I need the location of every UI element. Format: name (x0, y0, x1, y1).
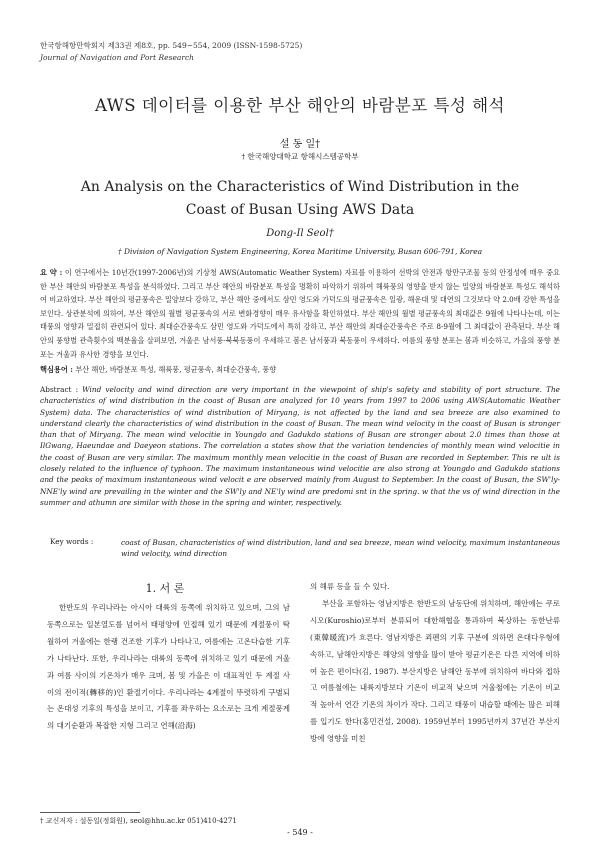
abstract-en-text: Wind velocity and wind direction are very important in the viewpoint of ship's safety and stability of port structure. The characteristics of wind distribution in the coast of Busan are analyzed for 10 years from 1997 to 2006 using AWS(Automatic Weather System) data. The characteristics of wind distribution of Miryang, is not affected by the land and sea breeze are also examined to understand clearly the characteristics of wind distribution in the coast of Busan. The mean wind velocity in the coast of Busan is stronger than that of Miryang. The mean wind velocitie in Youngdo and Gadukdo stations of Busan are stronger about 2.0 times than those at IlGwang, Haeundae and Daeyeon stations. The correlation a states show that the variation tendencies of monthly mean wind velocitie in the coast of Busan are very similar. The maximum monthly mean velocitie in the coast of Busan are recorded in September. This re ult is closely related to the influence of typhoon. The maximum instantaneous wind velocitie are also strong at Youngdo and Gadukdo stations and the peaks of maximum instantaneous wind velocit e are observed mainly from August to September. In the coast of Busan, the SW'ly-NNE'ly wind are prevailing in the winter and the SW'ly and NE'ly wind are predomi snt in the spring. w that the vs of wind direction in the summer and athumn are similar with those in the spring and winter, respectively. (40, 385, 560, 507)
journal-header (40, 40, 302, 64)
keywords-en-text: coast of Busan, characteristics of wind distribution, land and sea breeze, mean wind velocity, maximum instantaneous wind velocity, wind direction (121, 538, 560, 559)
body-paragraph: 부산을 포함하는 영남지방은 한반도의 남동단에 위치하며, 해안에는 쿠로시오(Kuroshio)로부터 분류되어 대한해협을 통과하여 북상하는 동한난류(東韓暖流)가 흐른다. 영남지방은 쾨펜의 기후 구분에 의하면 온대다우형에 속하고, 남해안지방은 해양의 영향을 많이 받아 평균기온은 다른 지역에 비하여 높은 편이다(김, 1987). 부산지방은 남해안 동부에 위치하여 바다와 접하고 여름철에는 내륙지방보다 기온이 비교적 낮으며 겨울철에는 기온이 비교적 높아서 연간 기온의 차이가 작다. 그리고 태풍이 내습할 때에는 많은 피해를 입기도 한다(홍민건설, 2008). 1959년부터 1995년까지 37년간 부산지방에 영향을 미친 (310, 598, 560, 744)
author-ko: 설 동 일† (279, 139, 321, 150)
keywords-ko (40, 364, 560, 376)
paper-title-ko: AWS 데이터를 이용한 부산 해안의 바람분포 특성 해석 (94, 96, 505, 115)
paper-title-en: An Analysis on the Characteristics of Wind Distribution in the Coast of Busan Using AWS Data (80, 179, 520, 218)
keywords-en-label: Key words : (50, 537, 94, 546)
abstract-en (40, 384, 560, 508)
keywords-ko-text: 부산 해안, 바람분포 특성, 해륙풍, 평균풍속, 최대순간풍속, 풍향 (75, 365, 277, 374)
affiliation-ko: † 한국해양대학교 항해시스템공학부 (241, 152, 359, 161)
keywords-ko-label: 핵심용어 : (40, 365, 73, 374)
journal-header-ko: 한국항해항만학회지 제33권 제8호, pp. 549~554, 2009 (ISSN-1598-5725) (40, 41, 303, 50)
abstract-en-label: Abstract : (40, 385, 79, 394)
page-number: - 549 - (287, 828, 313, 837)
body-column-left (47, 600, 290, 735)
body-paragraph: 한반도의 우리나라는 아시아 대륙의 동쪽에 위치하고 있으며, 그의 남동쪽으로는 일본열도를 넘어서 태평양에 인접해 있기 때문에 계절풍이 탁월하여 겨울에는 한랭 건조한 기후가 나타나고, 여름에는 고온다습한 기후가 나타난다. 또한, 우리나라는 대륙의 동쪽에 위치하고 있기 때문에 겨울과 여름 사이의 기온차가 매우 크며, 봄 및 가을은 이 대표적인 두 계절 사이의 전이적(轉移的)인 환절기이다. 우리나라는 4계절이 뚜렷하게 구별되는 온대성 기후의 특성을 보이고, 기후를 좌우하는 요소로는 크게 계절풍계의 대기순환과 복잡한 지형 그리고 연해(沿海) (47, 603, 290, 731)
section-title: 1. 서 론 (145, 582, 185, 595)
footnote-rule (40, 812, 140, 813)
abstract-ko-text: 이 연구에서는 10년간(1997-2006년)의 기상청 AWS(Automatic Weather System) 자료를 이용하여 선박의 안전과 항만구조물 등의 안정성에 매우 중요한 부산 해안의 바람분포 특성을 분석하였다. 그리고 부산 해안의 바람분포 특성을 명확히 파악하기 위하여 해륙풍의 영향을 받지 않는 밀양의 바람분포 특성도 해석하여 비교하였다. 부산 해안의 평균풍속은 밀양보다 강하고, 부산 해안 중에서도 삼민 영도와 가덕도의 평균풍속은 일광, 해운대 및 대연의 그것보다 약 2.0배 강한 특성을 보인다. 상관분석에 의하여, 부산 해안의 월별 평균풍속의 서로 변화경향이 매우 유사함을 확인하였다. 부산 해안의 월별 평균풍속의 최대값은 9월에 나타나는데, 이는 태풍의 영향과 밀접히 관련되어 있다. 최대순간풍속도 삼민 영도와 가덕도에서 특히 강하고, 부산 해안의 최대순간풍속은 주로 8-9월에 그 최대값이 관측된다. 부산 해안의 풍향별 관측횟수의 백분율을 살펴보면, 겨울은 남서풍-북북동풍이 우세하고 봄은 남서풍과 북동풍이 우세하다. 여름의 풍향 분포는 봄과 비슷하고, 가을의 풍향 분포는 겨울과 유사한 경향을 보인다. (40, 268, 560, 359)
footnote: † 교신저자 : 설동일(정회원), seol@hhu.ac.kr 051)410-4271 (40, 817, 237, 825)
abstract-ko (40, 266, 560, 361)
author-en: Dong-Il Seol† (266, 228, 334, 239)
journal-header-en: Journal of Navigation and Port Research (40, 53, 194, 62)
abstract-ko-label: 요 약 : (40, 268, 63, 277)
body-column-right (310, 579, 560, 748)
body-paragraph: 의 해류 등을 들 수 있다. (310, 582, 390, 591)
affiliation-en: † Division of Navigation System Engineering, Korea Maritime University, Busan 606-791, Korea (117, 247, 483, 256)
